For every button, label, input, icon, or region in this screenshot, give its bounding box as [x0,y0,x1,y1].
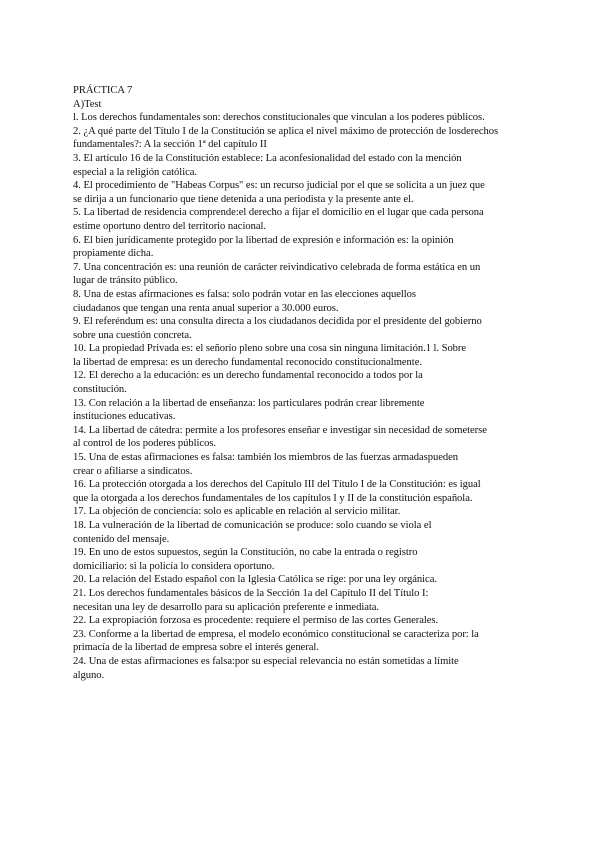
text-line: necesitan una ley de desarrollo para su aplicación preferente e inmediata. [73,601,380,613]
text-line: 8. Una de estas afirmaciones es falsa: solo podrán votar en las elecciones aquellos [73,288,416,300]
text-line: 20. La relación del Estado español con la Iglesia Católica se rige: por una ley orgánica. [73,574,437,586]
text-line: l. Los derechos fundamentales son: derechos constitucionales que vinculan a los poderes públicos. [73,112,485,124]
text-line: domiciliario: si la policía lo considera oportuno. [73,560,275,572]
section-heading: A)Test [73,98,102,110]
text-line: especial a la religión católica. [73,166,197,178]
document-title: PRÁCTICA 7 [73,85,133,96]
text-line: 13. Con relación a la libertad de enseñanza: los particulares podrán crear libremente [73,397,425,409]
text-line: 21. Los derechos fundamentales básicos de la Sección 1a del Capítulo II del Título I: [73,587,429,599]
text-line: 7. Una concentración es: una reunión de carácter reivindicativo celebrada de forma estática en un [73,261,481,273]
text-line: crear o afiliarse a sindicatos. [73,465,193,477]
text-line: 14. La libertad de cátedra: permite a los profesores enseñar e investigar sin necesidad de someterse [73,424,487,436]
text-line: al control de los poderes públicos. [73,438,216,450]
text-line: 6. El bien jurídicamente protegido por la libertad de expresión e información es: la opinión [73,234,454,246]
text-line: instituciones educativas. [73,411,176,423]
question-list [73,111,543,682]
text-line: 9. El referéndum es: una consulta directa a los ciudadanos decidida por el presidente del gobierno [73,316,482,328]
text-line: 3. El artículo 16 de la Constitución establece: La aconfesionalidad del estado con la mención [73,152,462,164]
document-page [73,84,543,682]
text-line: se dirija a un funcionario que tiene detenida a una periodista y la presente ante el. [73,193,414,205]
text-line: 10. La propiedad Privada es: el señorío pleno sobre una cosa sin ninguna limitación.1 l. Sobre [73,343,467,355]
text-line: 5. La libertad de residencia comprende:el derecho a fijar el domicilio en el lugar que cada persona [73,207,484,219]
text-line: 4. El procedimiento de "Habeas Corpus" es: un recurso judicial por el que se solicita a un juez que [73,180,485,192]
text-line: ciudadanos que tengan una renta anual superior a 30.000 euros. [73,302,339,314]
text-line: alguno. [73,669,105,681]
text-line: primacía de la libertad de empresa sobre el interés general. [73,642,319,654]
text-line: estime oportuno dentro del territorio nacional. [73,220,266,232]
text-line: sobre una cuestión concreta. [73,329,192,341]
text-line: 22. La expropiación forzosa es procedente: requiere el permiso de las cortes Generales. [73,615,439,627]
text-line: 16. La protección otorgada a los derechos del Capítulo III del Título I de la Constitución: es igual [73,479,481,491]
text-line: constitución. [73,384,127,396]
text-line: lugar de tránsito público. [73,275,178,287]
text-line: 2. ¿A qué parte del Título I de la Constitución se aplica el nivel máximo de protección de losderechos [73,125,499,137]
text-line: 24. Una de estas afirmaciones es falsa:por su especial relevancia no están sometidas a límite [73,655,459,667]
text-line: contenido del mensaje. [73,533,170,545]
text-line: 19. En uno de estos supuestos, según la Constitución, no cabe la entrada o registro [73,547,418,559]
text-line: 15. Una de estas afirmaciones es falsa: también los miembros de las fuerzas armadaspueden [73,452,459,464]
text-line: 12. El derecho a la educación: es un derecho fundamental reconocido a todos por la [73,370,423,382]
text-line: la libertad de empresa: es un derecho fundamental reconocido constitucionalmente. [73,356,422,368]
text-line: fundamentales?: A la sección 1ª del capítulo II [73,139,267,151]
text-line: 23. Conforme a la libertad de empresa, el modelo económico constitucional se caracteriza por: la [73,628,479,640]
text-line: propiamente dicha. [73,248,154,260]
text-line: que la otorgada a los derechos fundamentales de los capítulos I y II de la constitución española. [73,492,473,504]
text-line: 17. La objeción de conciencia: solo es aplicable en relación al servicio militar. [73,506,401,518]
text-line: 18. La vulneración de la libertad de comunicación se produce: solo cuando se viola el [73,520,432,531]
